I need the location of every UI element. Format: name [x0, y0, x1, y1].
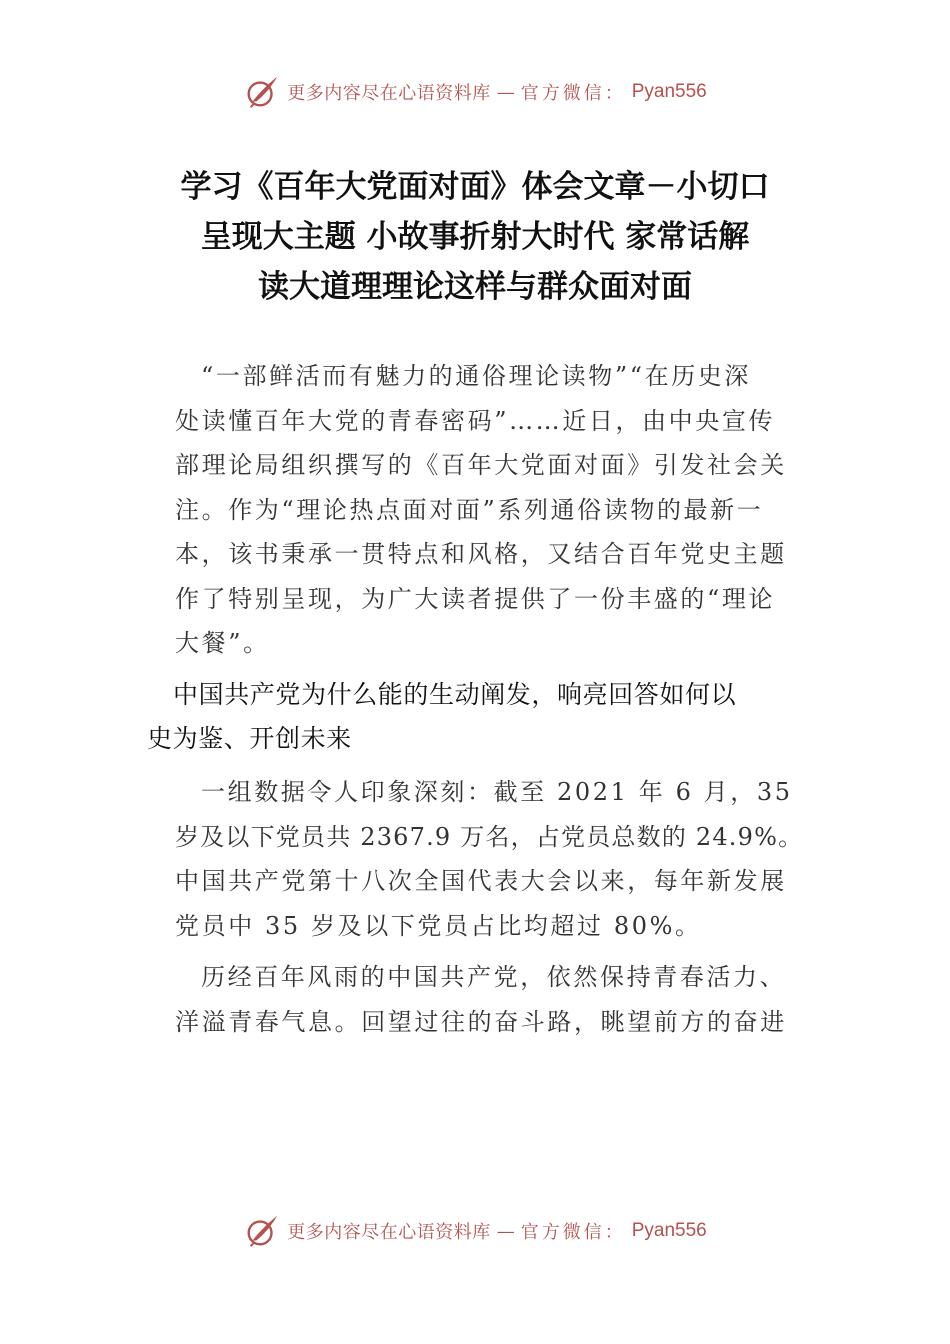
section-heading [147, 673, 812, 761]
quill-pen-icon [243, 1212, 281, 1250]
heading-line: 中国共产党为什么能的生动阐发，响亮回答如何以 [173, 680, 737, 709]
banner-brand-text: 更多内容尽在心语资料库 [287, 1222, 491, 1243]
banner-dash: — [496, 81, 515, 103]
banner-wechat-label: 官方微信： [520, 1222, 626, 1243]
banner-brand-text: 更多内容尽在心语资料库 [287, 83, 491, 104]
paragraph-line: 一组数据令人印象深刻：截至 2021 年 6 月，35 [201, 778, 793, 806]
document-title [130, 162, 820, 312]
paragraph-line: 处读懂百年大党的青春密码”……近日，由中央宣传 [175, 406, 776, 435]
banner-wechat-id: Pyan556 [631, 1220, 707, 1241]
paragraph-line: 作了特别呈现，为广大读者提供了一份丰盛的“理论 [175, 584, 776, 613]
title-line: 读大道理理论这样与群众面对面 [258, 269, 692, 305]
banner-wechat-label: 官方微信： [520, 83, 626, 104]
quill-pen-icon [243, 73, 281, 111]
paragraph-history [147, 955, 812, 1044]
paragraph-intro [147, 354, 812, 666]
paragraph-statistics [147, 770, 812, 948]
paragraph-line: 部理论局组织撰写的《百年大党面对面》引发社会关 [175, 451, 787, 479]
title-line: 呈现大主题 小故事折射大时代 家常话解 [200, 219, 750, 255]
title-line: 学习《百年大党面对面》体会文章－小切口 [180, 169, 770, 205]
paragraph-line: 大餐”。 [175, 629, 270, 657]
paragraph-line: 党员中 35 岁及以下党员占比均超过 80%。 [175, 911, 702, 940]
paragraph-line: 中国共产党第十八次全国代表大会以来，每年新发展 [175, 867, 787, 895]
paragraph-line: 本，该书秉承一贯特点和风格，又结合百年党史主题 [175, 540, 787, 568]
banner-dash: — [496, 1220, 515, 1242]
paragraph-line: “一部鲜活而有魅力的通俗理论读物”“在历史深 [201, 362, 752, 390]
heading-line: 史为鉴、开创未来 [147, 724, 352, 753]
banner-wechat-id: Pyan556 [631, 81, 707, 102]
paragraph-line: 岁及以下党员共 2367.9 万名，占党员总数的 24.9%。 [175, 822, 804, 851]
header-banner [0, 72, 950, 112]
paragraph-line: 历经百年风雨的中国共产党，依然保持青春活力、 [201, 963, 787, 991]
paragraph-line: 洋溢青春气息。回望过往的奋斗路，眺望前方的奋进 [175, 1007, 787, 1036]
paragraph-line: 注。作为“理论热点面对面”系列通俗读物的最新一 [175, 495, 764, 524]
footer-banner [0, 1211, 950, 1251]
